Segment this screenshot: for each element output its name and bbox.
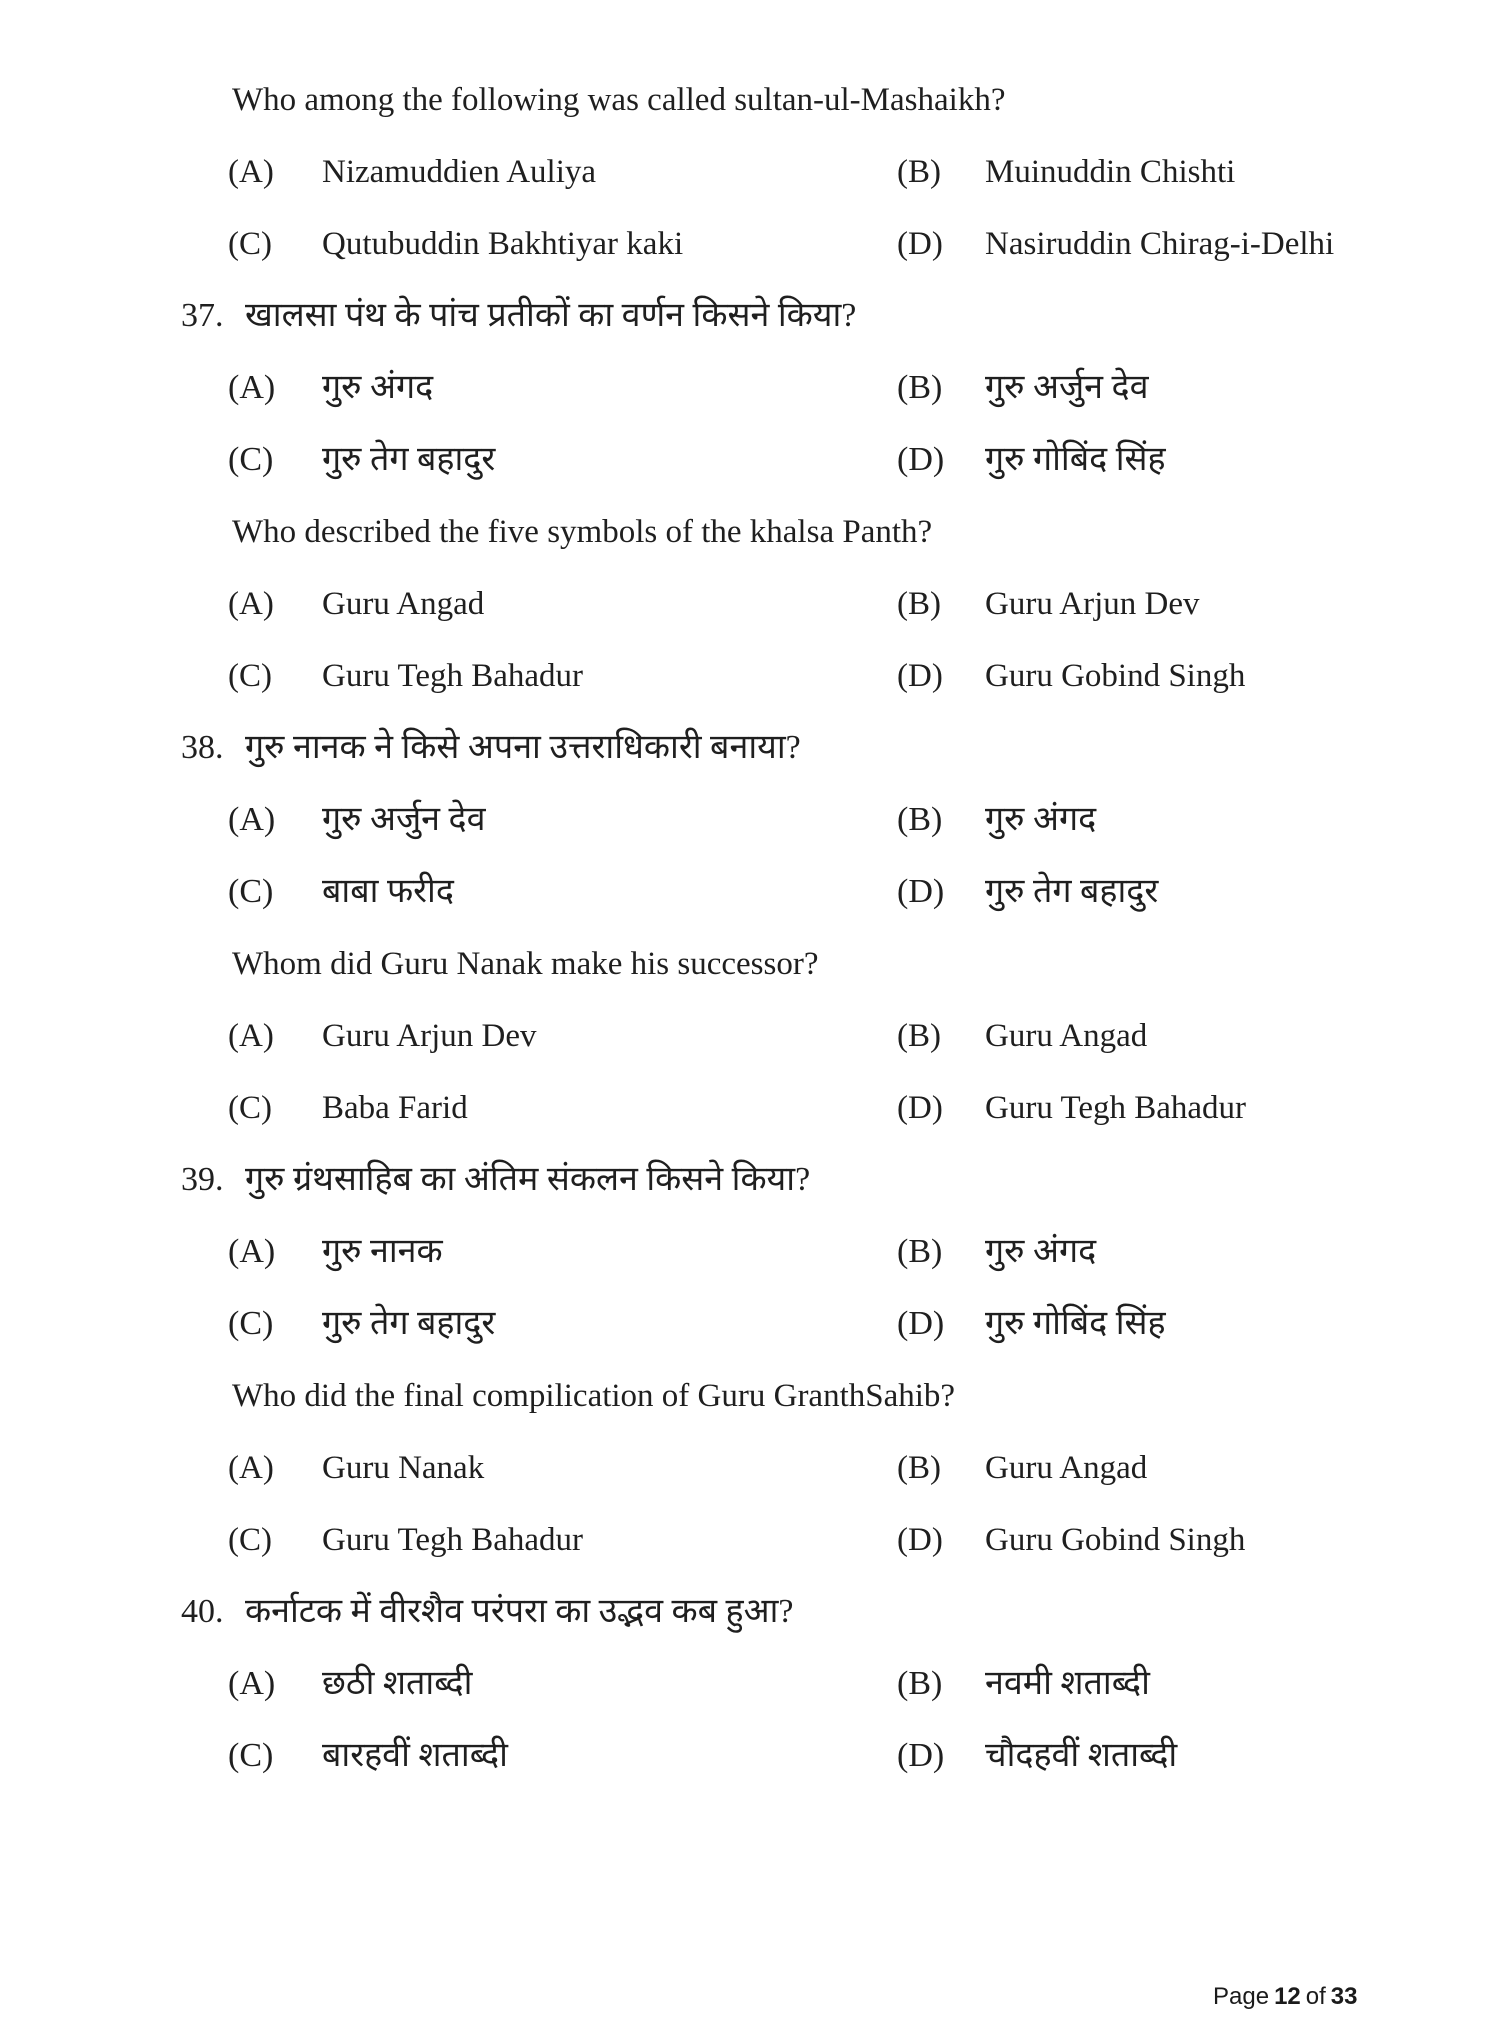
option-text: Muinuddin Chishti bbox=[985, 153, 1236, 190]
question-text: गुरु ग्रंथसाहिब का अंतिम संकलन किसने किया? bbox=[245, 1161, 811, 1198]
option-label: (D) bbox=[897, 1521, 943, 1558]
option-b bbox=[897, 1017, 1148, 1054]
page-footer-total: 33 bbox=[1330, 1983, 1358, 2010]
question-36-english-options-row-1 bbox=[0, 136, 1505, 208]
question-number: 37. bbox=[181, 297, 224, 334]
option-label: (D) bbox=[897, 1305, 945, 1342]
option-text: गुरु अंगद bbox=[322, 369, 434, 406]
option-text: बाबा फरीद bbox=[322, 873, 454, 910]
question-36-english-text bbox=[0, 64, 1505, 136]
option-d bbox=[897, 1307, 1166, 1341]
option-label: (A) bbox=[228, 1665, 276, 1702]
option-text: Qutubuddin Bakhtiyar kaki bbox=[322, 225, 684, 262]
option-b bbox=[897, 585, 1200, 622]
question-text: Who did the final compilication of Guru GranthSahib? bbox=[232, 1377, 956, 1414]
option-text: गुरु अंगद bbox=[985, 1233, 1097, 1270]
option-a bbox=[228, 1235, 897, 1269]
question-number: 39. bbox=[181, 1161, 224, 1198]
option-label: (B) bbox=[897, 153, 941, 190]
option-c bbox=[228, 1089, 897, 1126]
option-text: बारहवीं शताब्दी bbox=[322, 1737, 508, 1774]
option-label: (A) bbox=[228, 585, 274, 622]
option-b bbox=[897, 1235, 1096, 1269]
question-39-hindi-text bbox=[0, 1144, 1505, 1216]
option-label: (C) bbox=[228, 225, 272, 262]
option-label: (A) bbox=[228, 153, 274, 190]
option-d bbox=[897, 1089, 1247, 1126]
option-text: Baba Farid bbox=[322, 1089, 468, 1126]
question-37-english-options-row-2 bbox=[0, 640, 1505, 712]
option-b bbox=[897, 1449, 1148, 1486]
question-37-hindi-text bbox=[0, 280, 1505, 352]
option-a bbox=[228, 585, 897, 622]
option-label: (C) bbox=[228, 441, 274, 478]
option-d bbox=[897, 443, 1166, 477]
option-text: गुरु गोबिंद सिंह bbox=[985, 1305, 1166, 1342]
question-38-hindi-options-row-2 bbox=[0, 856, 1505, 928]
option-label: (A) bbox=[228, 1017, 274, 1054]
option-b bbox=[897, 803, 1096, 837]
option-text: नवमी शताब्दी bbox=[985, 1665, 1150, 1702]
option-a bbox=[228, 803, 897, 837]
option-a bbox=[228, 1017, 897, 1054]
option-d bbox=[897, 657, 1246, 694]
question-text: Who described the five symbols of the khalsa Panth? bbox=[232, 513, 933, 550]
option-text: Guru Angad bbox=[985, 1449, 1148, 1486]
option-d bbox=[897, 1739, 1177, 1773]
question-37-hindi-options-row-1 bbox=[0, 352, 1505, 424]
option-text: गुरु अर्जुन देव bbox=[985, 369, 1149, 406]
option-text: Guru Nanak bbox=[322, 1449, 485, 1486]
option-label: (B) bbox=[897, 1017, 941, 1054]
option-d bbox=[897, 225, 1335, 262]
option-a bbox=[228, 371, 897, 405]
option-a bbox=[228, 1667, 897, 1701]
question-number: 40. bbox=[181, 1593, 224, 1630]
option-label: (D) bbox=[897, 441, 945, 478]
question-40-hindi-options-row-2 bbox=[0, 1720, 1505, 1792]
option-label: (C) bbox=[228, 1737, 274, 1774]
option-text: चौदहवीं शताब्दी bbox=[985, 1737, 1178, 1774]
option-c bbox=[228, 1307, 897, 1341]
option-text: Nasiruddin Chirag-i-Delhi bbox=[985, 225, 1335, 262]
page-footer-current: 12 bbox=[1274, 1983, 1301, 2010]
question-39-english-text bbox=[0, 1360, 1505, 1432]
option-a bbox=[228, 153, 897, 190]
option-text: Guru Angad bbox=[322, 585, 485, 622]
option-text: Guru Tegh Bahadur bbox=[985, 1089, 1247, 1126]
option-label: (A) bbox=[228, 369, 276, 406]
question-36-english-options-row-2 bbox=[0, 208, 1505, 280]
option-label: (B) bbox=[897, 1665, 943, 1702]
question-text: Whom did Guru Nanak make his successor? bbox=[232, 945, 819, 982]
option-label: (A) bbox=[228, 801, 276, 838]
option-label: (D) bbox=[897, 1089, 943, 1126]
option-label: (C) bbox=[228, 1521, 272, 1558]
option-text: Guru Gobind Singh bbox=[985, 1521, 1246, 1558]
option-c bbox=[228, 443, 897, 477]
option-text: गुरु अंगद bbox=[985, 801, 1097, 838]
option-b bbox=[897, 1667, 1150, 1701]
option-label: (D) bbox=[897, 657, 943, 694]
option-text: Guru Tegh Bahadur bbox=[322, 1521, 584, 1558]
option-c bbox=[228, 225, 897, 262]
option-text: Guru Tegh Bahadur bbox=[322, 657, 584, 694]
option-text: Guru Gobind Singh bbox=[985, 657, 1246, 694]
option-text: गुरु नानक bbox=[322, 1233, 443, 1270]
question-40-hindi-options-row-1 bbox=[0, 1648, 1505, 1720]
page-footer-of: of bbox=[1305, 1983, 1326, 2010]
question-number: 38. bbox=[181, 729, 224, 766]
option-text: Guru Arjun Dev bbox=[985, 585, 1200, 622]
page-footer-label: Page bbox=[1213, 1983, 1270, 2010]
option-b bbox=[897, 371, 1149, 405]
question-37-hindi-options-row-2 bbox=[0, 424, 1505, 496]
question-39-hindi-options-row-2 bbox=[0, 1288, 1505, 1360]
option-label: (B) bbox=[897, 1233, 943, 1270]
question-38-english-text bbox=[0, 928, 1505, 1000]
option-c bbox=[228, 657, 897, 694]
option-label: (D) bbox=[897, 1737, 945, 1774]
option-label: (D) bbox=[897, 225, 943, 262]
option-text: गुरु तेग बहादुर bbox=[985, 873, 1159, 910]
option-label: (C) bbox=[228, 1089, 272, 1126]
question-39-hindi-options-row-1 bbox=[0, 1216, 1505, 1288]
option-label: (B) bbox=[897, 585, 941, 622]
option-text: छठी शताब्दी bbox=[322, 1665, 473, 1702]
question-40-hindi-text bbox=[0, 1576, 1505, 1648]
option-b bbox=[897, 153, 1236, 190]
option-text: गुरु तेग बहादुर bbox=[322, 1305, 496, 1342]
page-footer bbox=[1213, 1983, 1357, 2011]
option-label: (D) bbox=[897, 873, 945, 910]
option-text: गुरु गोबिंद सिंह bbox=[985, 441, 1166, 478]
question-39-english-options-row-2 bbox=[0, 1504, 1505, 1576]
option-label: (B) bbox=[897, 369, 943, 406]
question-38-english-options-row-1 bbox=[0, 1000, 1505, 1072]
option-c bbox=[228, 875, 897, 909]
option-label: (C) bbox=[228, 1305, 274, 1342]
question-37-english-text bbox=[0, 496, 1505, 568]
option-label: (B) bbox=[897, 1449, 941, 1486]
question-37-english-options-row-1 bbox=[0, 568, 1505, 640]
option-text: Nizamuddien Auliya bbox=[322, 153, 597, 190]
option-text: Guru Angad bbox=[985, 1017, 1148, 1054]
option-c bbox=[228, 1521, 897, 1558]
option-a bbox=[228, 1449, 897, 1486]
option-d bbox=[897, 1521, 1246, 1558]
question-38-hindi-text bbox=[0, 712, 1505, 784]
question-text: खालसा पंथ के पांच प्रतीकों का वर्णन किसने किया? bbox=[245, 297, 857, 334]
question-38-hindi-options-row-1 bbox=[0, 784, 1505, 856]
option-label: (A) bbox=[228, 1449, 274, 1486]
option-label: (C) bbox=[228, 657, 272, 694]
question-text: कर्नाटक में वीरशैव परंपरा का उद्भव कब हुआ? bbox=[245, 1593, 794, 1630]
option-label: (B) bbox=[897, 801, 943, 838]
option-text: Guru Arjun Dev bbox=[322, 1017, 537, 1054]
option-c bbox=[228, 1739, 897, 1773]
option-text: गुरु अर्जुन देव bbox=[322, 801, 486, 838]
option-text: गुरु तेग बहादुर bbox=[322, 441, 496, 478]
question-text: Who among the following was called sultan-ul-Mashaikh? bbox=[232, 81, 1006, 118]
option-label: (C) bbox=[228, 873, 274, 910]
question-38-english-options-row-2 bbox=[0, 1072, 1505, 1144]
option-label: (A) bbox=[228, 1233, 276, 1270]
question-39-english-options-row-1 bbox=[0, 1432, 1505, 1504]
question-text: गुरु नानक ने किसे अपना उत्तराधिकारी बनाया? bbox=[245, 729, 801, 766]
option-d bbox=[897, 875, 1158, 909]
